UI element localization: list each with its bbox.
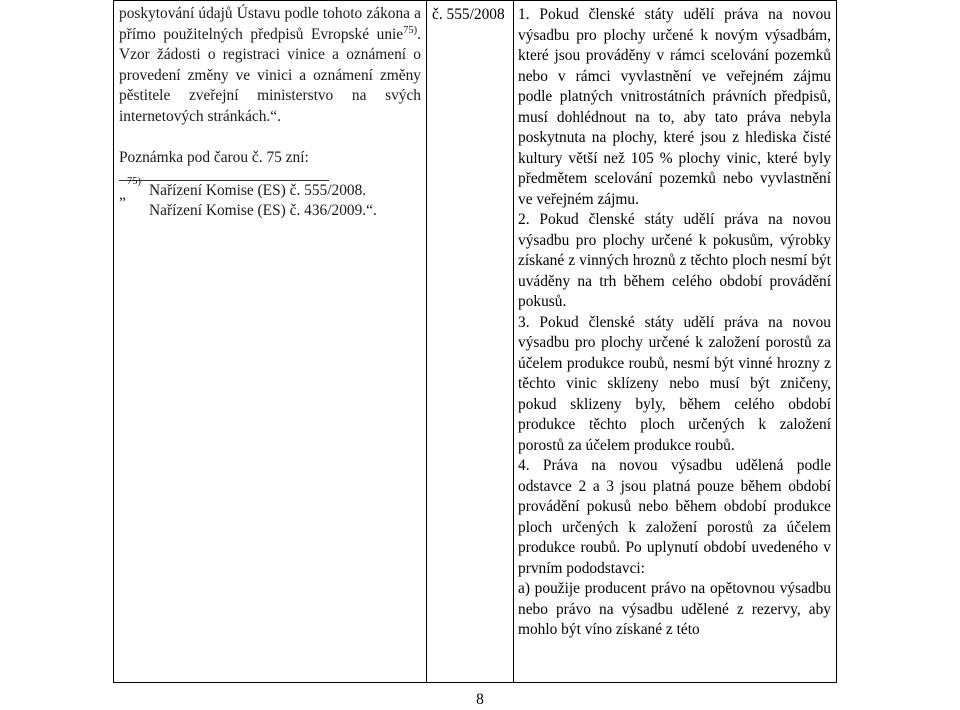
right-column-cell [514, 1, 837, 683]
footnote-line: Nařízení Komise (ES) č. 555/2008. [149, 181, 367, 199]
regulation-paragraph: a) použije producent právo na opětovnou výsadbu nebo právo na výsadbu udělené z rezervy, aby mohlo být víno získané z této [518, 580, 831, 638]
amendment-text: poskytování údajů Ústavu podle tohoto zákona a přímo použitelných předpisů Evropské unie [119, 5, 421, 43]
amendment-text-continued: . Vzor žádosti o registraci vinice a oznámení o provedení změny ve vinici a oznámení změny pěstitele zveřejní ministerstvo na svých internetových stránkách.“. [119, 25, 421, 125]
left-column-cell [114, 1, 427, 683]
regulation-paragraph: 4. Práva na novou výsadbu udělená podle odstavce 2 a 3 jsou platná pouze během období provádění pokusů nebo během období produkce ploch určených k založení porostů za účelem produkce roubů. Po uplynutí období uvedeného v prvním pododstavci: [518, 457, 831, 577]
footnote-entry [119, 175, 421, 222]
regulation-paragraph: 2. Pokud členské státy udělí práva na novou výsadbu pro plochy určené k pokusům, výrobky získané z vinných hroznů z těchto ploch nesmí být uváděny na trh během celého období provádění pokusů. [518, 211, 831, 310]
footnote-line: Nařízení Komise (ES) č. 436/2009.“. [149, 202, 377, 219]
table-row [114, 1, 837, 683]
regulation-paragraph: 3. Pokud členské státy udělí práva na novou výsadbu pro plochy určené k založení porostů za účelem produkce roubů, nesmí být vinné hrozny z těchto vinic sklízeny nebo musí být zničeny, pokud sklizeny byly, během celého období produkce těchto ploch určených k založení porostů za účelem produkce roubů. [518, 313, 831, 454]
comparison-table [113, 0, 837, 683]
amendment-paragraph [119, 4, 421, 127]
page-number: 8 [476, 691, 484, 708]
footnote-heading: Poznámka pod čarou č. 75 zní: [119, 149, 309, 166]
left-column-text [114, 1, 426, 222]
right-column-text [514, 1, 836, 641]
regulation-paragraph: 1. Pokud členské státy udělí práva na novou výsadbu pro plochy určené k novým výsadbám, které jsou prováděny v rámci scelování pozemků nebo v rámci vyvlastnění ve veřejném zájmu podle platných vnitrostátních právních předpisů, musí dohlédnout na to, aby tato práva nebyla poskytnuta na plochy, které jsou z hlediska čisté kultury větší než 105 % plochy vinic, které byly předmětem scelování pozemků nebo vyvlastnění ve veřejném zájmu. [518, 6, 831, 208]
middle-column-cell [427, 1, 514, 683]
footnote-marker: 75) [127, 175, 141, 187]
footnote-opening-quote: „ [119, 185, 126, 203]
regulation-reference: č. 555/2008 [432, 6, 505, 23]
footnote-reference: 75) [403, 24, 418, 36]
